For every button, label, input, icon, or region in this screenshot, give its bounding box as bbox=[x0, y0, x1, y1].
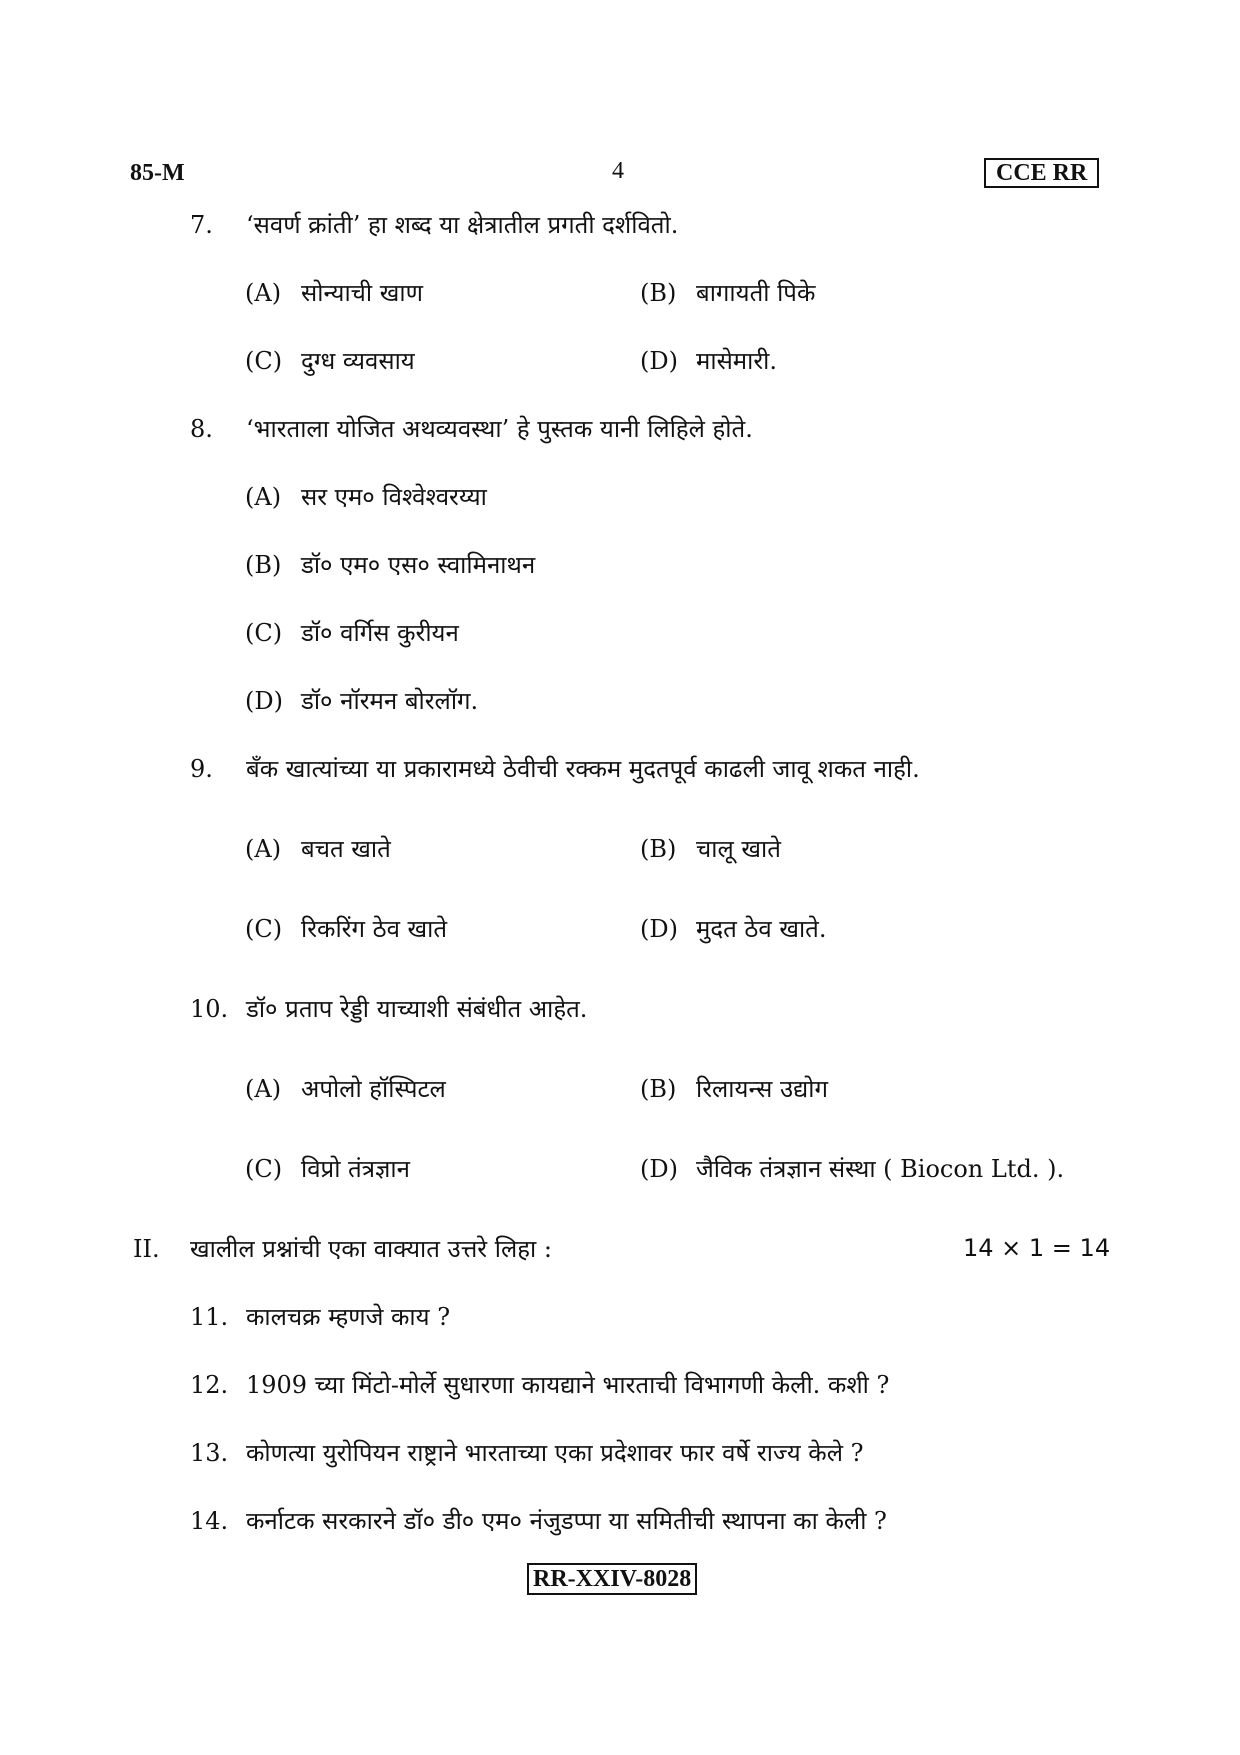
option-7c bbox=[245, 344, 415, 377]
option-text: रिकरिंग ठेव खाते bbox=[301, 915, 448, 943]
option-10d bbox=[640, 1152, 1064, 1185]
question-text: डॉ० प्रताप रेड्डी याच्याशी संबंधीत आहेत. bbox=[246, 995, 588, 1023]
option-text: मुदत ठेव खाते. bbox=[696, 915, 827, 943]
option-9a bbox=[245, 832, 391, 865]
option-label: (D) bbox=[640, 1155, 678, 1183]
option-text: बचत खाते bbox=[301, 835, 391, 863]
option-label: (C) bbox=[245, 1155, 283, 1183]
question-number: 12. bbox=[190, 1371, 229, 1399]
page-number: 4 bbox=[612, 158, 624, 184]
question-number: 9. bbox=[190, 755, 213, 783]
question-8 bbox=[190, 412, 753, 445]
option-text: डॉ० वर्गिस कुरीयन bbox=[301, 619, 459, 647]
series-badge: CCE RR bbox=[984, 158, 1099, 188]
question-text: 1909 च्या मिंटो-मोर्ले सुधारणा कायद्याने भारताची विभागणी केली. कशी ? bbox=[246, 1371, 890, 1399]
question-10 bbox=[190, 992, 587, 1025]
question-number: 8. bbox=[190, 415, 213, 443]
option-label: (A) bbox=[245, 1075, 282, 1103]
section-marks: 14 × 1 = 14 bbox=[963, 1234, 1111, 1262]
option-text: सर एम० विश्वेश्वरय्या bbox=[301, 483, 487, 511]
section-instruction: खालील प्रश्नांची एका वाक्यात उत्तरे लिहा : bbox=[190, 1235, 552, 1263]
option-label: (C) bbox=[245, 915, 283, 943]
option-text: मासेमारी. bbox=[696, 347, 778, 375]
option-text: जैविक तंत्रज्ञान संस्था ( Biocon Ltd. ). bbox=[696, 1155, 1065, 1183]
question-number: 10. bbox=[190, 995, 229, 1023]
option-text: दुग्ध व्यवसाय bbox=[301, 347, 415, 375]
option-8c bbox=[245, 616, 459, 649]
question-text: कर्नाटक सरकारने डॉ० डी० एम० नंजुडप्पा या समितीची स्थापना का केली ? bbox=[246, 1507, 887, 1535]
option-label: (A) bbox=[245, 835, 282, 863]
option-10b bbox=[640, 1072, 828, 1105]
option-label: (C) bbox=[245, 347, 283, 375]
question-number: 11. bbox=[190, 1303, 229, 1331]
option-9d bbox=[640, 912, 826, 945]
option-label: (B) bbox=[245, 551, 282, 579]
question-7 bbox=[190, 208, 678, 241]
question-number: 7. bbox=[190, 211, 213, 239]
option-label: (D) bbox=[640, 915, 678, 943]
option-text: बागायती पिके bbox=[696, 279, 816, 307]
section-roman-numeral: II. bbox=[133, 1235, 160, 1263]
option-text: रिलायन्स उद्योग bbox=[696, 1075, 829, 1103]
option-text: चालू खाते bbox=[696, 835, 781, 863]
option-8b bbox=[245, 548, 535, 581]
option-label: (D) bbox=[640, 347, 678, 375]
option-9c bbox=[245, 912, 447, 945]
option-10a bbox=[245, 1072, 446, 1105]
option-8d bbox=[245, 684, 478, 717]
option-text: डॉ० एम० एस० स्वामिनाथन bbox=[301, 551, 536, 579]
option-label: (A) bbox=[245, 483, 282, 511]
option-9b bbox=[640, 832, 781, 865]
question-9 bbox=[190, 752, 920, 785]
option-label: (D) bbox=[245, 687, 283, 715]
option-label: (A) bbox=[245, 279, 282, 307]
option-7b bbox=[640, 276, 815, 309]
paper-code: 85-M bbox=[130, 160, 185, 186]
question-text: कोणत्या युरोपियन राष्ट्राने भारताच्या एका प्रदेशावर फार वर्षे राज्य केले ? bbox=[246, 1439, 864, 1467]
option-label: (B) bbox=[640, 835, 677, 863]
option-label: (C) bbox=[245, 619, 283, 647]
question-11 bbox=[190, 1300, 450, 1333]
option-text: डॉ० नॉरमन बोरलॉग. bbox=[301, 687, 479, 715]
option-text: सोन्याची खाण bbox=[301, 279, 423, 307]
option-7a bbox=[245, 276, 423, 309]
question-text: बँक खात्यांच्या या प्रकारामध्ये ठेवीची रक्कम मुदतपूर्व काढली जावू शकत नाही. bbox=[246, 755, 920, 783]
option-text: अपोलो हॉस्पिटल bbox=[301, 1075, 446, 1103]
option-10c bbox=[245, 1152, 410, 1185]
option-label: (B) bbox=[640, 1075, 677, 1103]
section-2-heading bbox=[133, 1232, 552, 1265]
question-text: कालचक्र म्हणजे काय ? bbox=[246, 1303, 451, 1331]
question-text: ‘सवर्ण क्रांती’ हा शब्द या क्षेत्रातील प्रगती दर्शवितो. bbox=[246, 211, 679, 239]
question-12 bbox=[190, 1368, 889, 1401]
footer-code-badge: RR-XXIV-8028 bbox=[527, 1563, 697, 1595]
question-14 bbox=[190, 1504, 887, 1537]
question-number: 14. bbox=[190, 1507, 229, 1535]
option-text: विप्रो तंत्रज्ञान bbox=[301, 1155, 410, 1183]
question-number: 13. bbox=[190, 1439, 229, 1467]
option-7d bbox=[640, 344, 777, 377]
option-label: (B) bbox=[640, 279, 677, 307]
question-text: ‘भारताला योजित अथव्यवस्था’ हे पुस्तक यानी लिहिले होते. bbox=[246, 415, 753, 443]
option-8a bbox=[245, 480, 487, 513]
question-13 bbox=[190, 1436, 863, 1469]
